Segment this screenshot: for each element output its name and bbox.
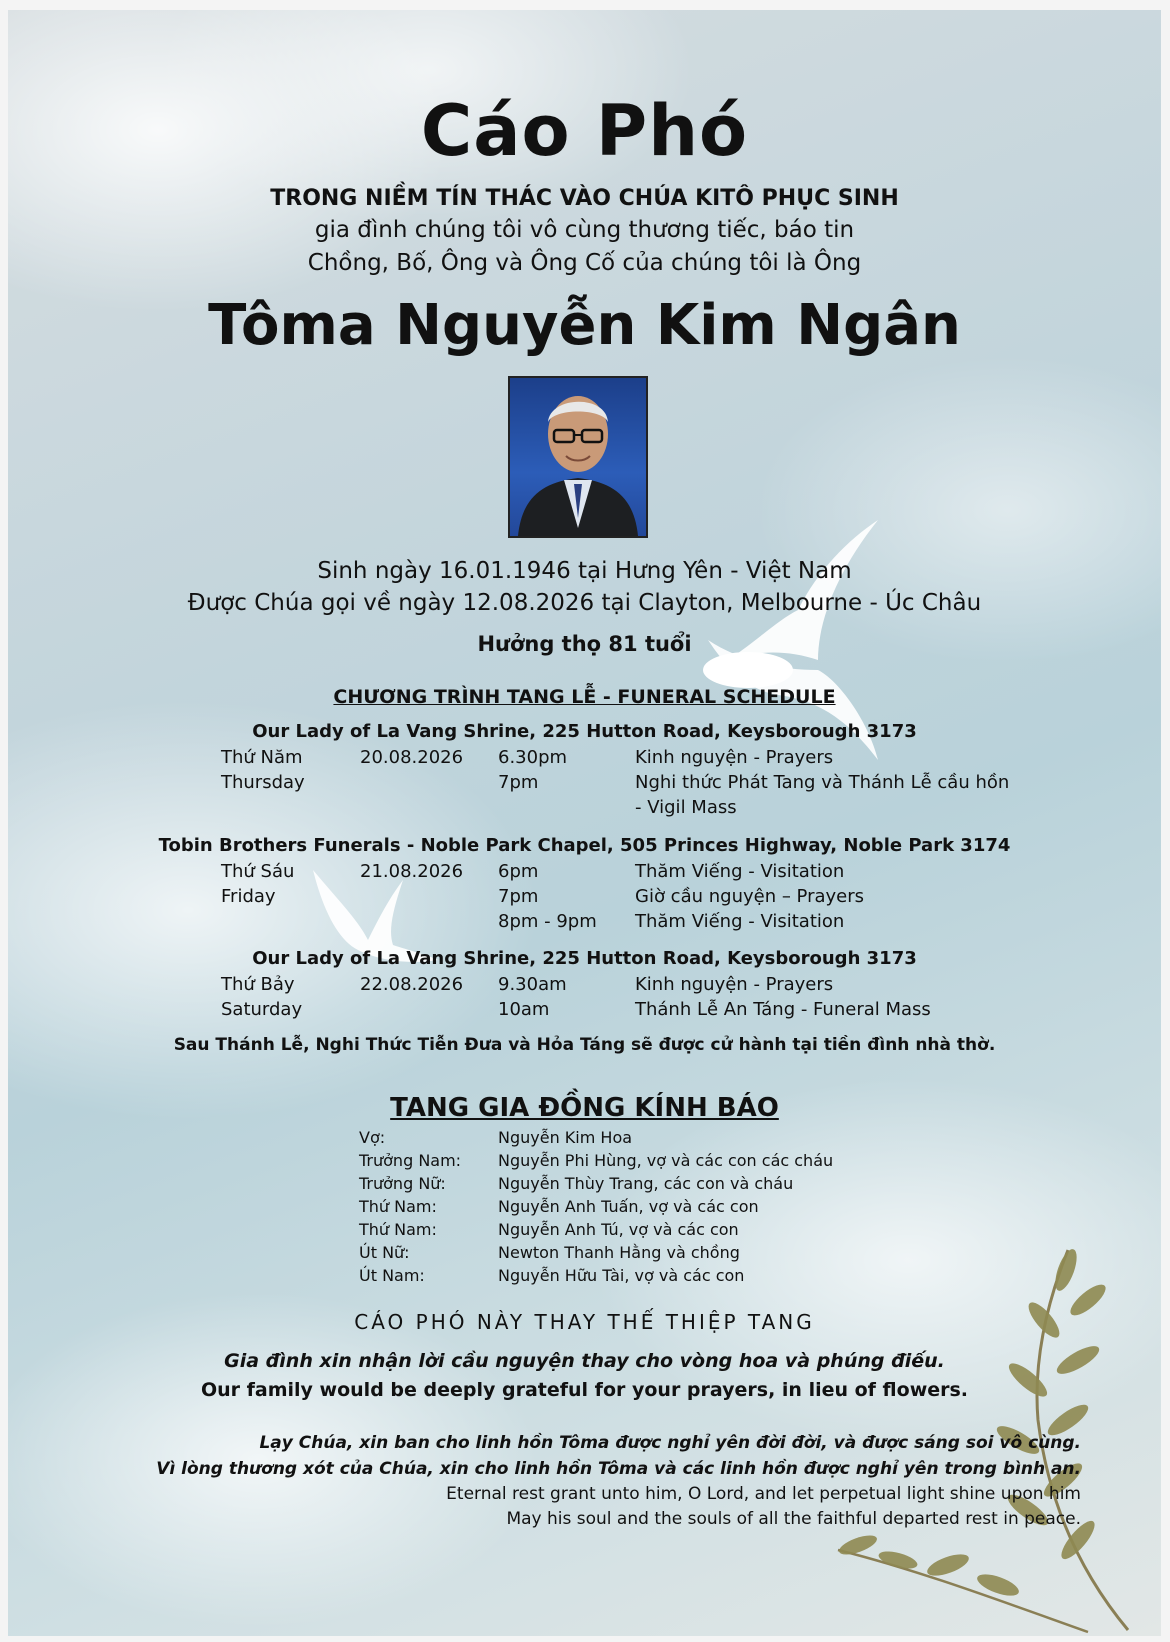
- schedule-title: CHƯƠNG TRÌNH TANG LỄ - FUNERAL SCHEDULE: [333, 686, 836, 708]
- schedule-event: Giờ cầu nguyện – Prayers: [635, 886, 865, 907]
- relation-line: Chồng, Bố, Ông và Ông Cố của chúng tôi là Ông: [307, 250, 862, 276]
- schedule-event: Thánh Lễ An Táng - Funeral Mass: [635, 999, 931, 1020]
- prayer-request-vi: Gia đình xin nhận lời cầu nguyện thay cho vòng hoa và phúng điếu.: [224, 1350, 945, 1372]
- schedule-time: 10am: [498, 999, 550, 1020]
- birth-info: Sinh ngày 16.01.1946 tại Hưng Yên - Việt Nam: [317, 558, 852, 584]
- schedule-time: 6.30pm: [498, 747, 568, 768]
- family-title: TANG GIA ĐỒNG KÍNH BÁO: [390, 1093, 779, 1123]
- family-role: Trưởng Nam:: [359, 1151, 462, 1170]
- portrait-photo: [508, 376, 648, 538]
- card-replacement-notice: CÁO PHÓ NÀY THAY THẾ THIỆP TANG: [354, 1310, 815, 1334]
- prayer-vi-2: Vì lòng thương xót của Chúa, xin cho linh hồn Tôma và các linh hồn được nghỉ yên trong bình an.: [156, 1459, 1081, 1479]
- schedule-time: 8pm - 9pm: [498, 911, 597, 932]
- faith-subtitle: TRONG NIỀM TÍN THÁC VÀO CHÚA KITÔ PHỤC SINH: [270, 186, 899, 211]
- schedule-time: 6pm: [498, 861, 539, 882]
- age-info: Hưởng thọ 81 tuổi: [477, 632, 692, 656]
- page-title: Cáo Phó: [420, 90, 749, 172]
- prayer-en-2: May his soul and the souls of all the faithful departed rest in peace.: [506, 1509, 1081, 1529]
- schedule-event: Kinh nguyện - Prayers: [635, 974, 834, 995]
- family-names: Nguyễn Phi Hùng, vợ và các con các cháu: [498, 1151, 834, 1170]
- family-names: Nguyễn Anh Tuấn, vợ và các con: [498, 1197, 759, 1216]
- family-names: Newton Thanh Hằng và chồng: [498, 1243, 740, 1262]
- family-names: Nguyễn Hữu Tài, vợ và các con: [498, 1266, 745, 1285]
- prayer-request-en: Our family would be deeply grateful for your prayers, in lieu of flowers.: [200, 1379, 969, 1401]
- schedule-day: Friday: [221, 886, 276, 907]
- schedule-date: 21.08.2026: [360, 861, 464, 882]
- schedule-time: 9.30am: [498, 974, 567, 995]
- schedule-date: 22.08.2026: [360, 974, 464, 995]
- family-role: Thứ Nam:: [359, 1220, 437, 1239]
- schedule-date: 20.08.2026: [360, 747, 464, 768]
- family-role: Vợ:: [359, 1128, 386, 1147]
- portrait-figure-icon: [510, 378, 646, 536]
- family-role: Út Nam:: [359, 1266, 425, 1285]
- schedule-day: Thứ Bảy: [221, 974, 295, 995]
- prayer-vi-1: Lạy Chúa, xin ban cho linh hồn Tôma được nghỉ yên đời đời, và được sáng soi vô cùng.: [259, 1433, 1081, 1453]
- schedule-event: Thăm Viếng - Visitation: [635, 911, 845, 932]
- schedule-event: - Vigil Mass: [635, 797, 737, 818]
- prayer-en-1: Eternal rest grant unto him, O Lord, and let perpetual light shine upon him: [446, 1484, 1081, 1504]
- family-role: Trưởng Nữ:: [359, 1174, 446, 1193]
- family-names: Nguyễn Kim Hoa: [498, 1128, 633, 1147]
- schedule-day: Saturday: [221, 999, 303, 1020]
- announcement-line: gia đình chúng tôi vô cùng thương tiếc, báo tin: [314, 217, 855, 243]
- family-names: Nguyễn Anh Tú, vợ và các con: [498, 1220, 739, 1239]
- venue-2: Tobin Brothers Funerals - Noble Park Chapel, 505 Princes Highway, Noble Park 3174: [158, 835, 1011, 856]
- schedule-day: Thursday: [221, 772, 305, 793]
- family-names: Nguyễn Thùy Trang, các con và cháu: [498, 1174, 794, 1193]
- schedule-day: Thứ Năm: [221, 747, 303, 768]
- venue-3: Our Lady of La Vang Shrine, 225 Hutton Road, Keysborough 3173: [252, 948, 917, 969]
- ceremony-note: Sau Thánh Lễ, Nghi Thức Tiễn Đưa và Hỏa Táng sẽ được cử hành tại tiền đình nhà thờ.: [173, 1035, 996, 1055]
- schedule-event: Kinh nguyện - Prayers: [635, 747, 834, 768]
- schedule-time: 7pm: [498, 886, 539, 907]
- deceased-name: Tôma Nguyễn Kim Ngân: [208, 293, 961, 358]
- venue-1: Our Lady of La Vang Shrine, 225 Hutton Road, Keysborough 3173: [252, 721, 917, 742]
- schedule-event: Thăm Viếng - Visitation: [635, 861, 845, 882]
- death-info: Được Chúa gọi về ngày 12.08.2026 tại Clayton, Melbourne - Úc Châu: [187, 590, 982, 616]
- schedule-time: 7pm: [498, 772, 539, 793]
- family-role: Thứ Nam:: [359, 1197, 437, 1216]
- schedule-day: Thứ Sáu: [221, 861, 295, 882]
- obituary-card: [8, 10, 1161, 1636]
- family-role: Út Nữ:: [359, 1243, 410, 1262]
- schedule-event: Nghi thức Phát Tang và Thánh Lễ cầu hồn: [635, 772, 1010, 793]
